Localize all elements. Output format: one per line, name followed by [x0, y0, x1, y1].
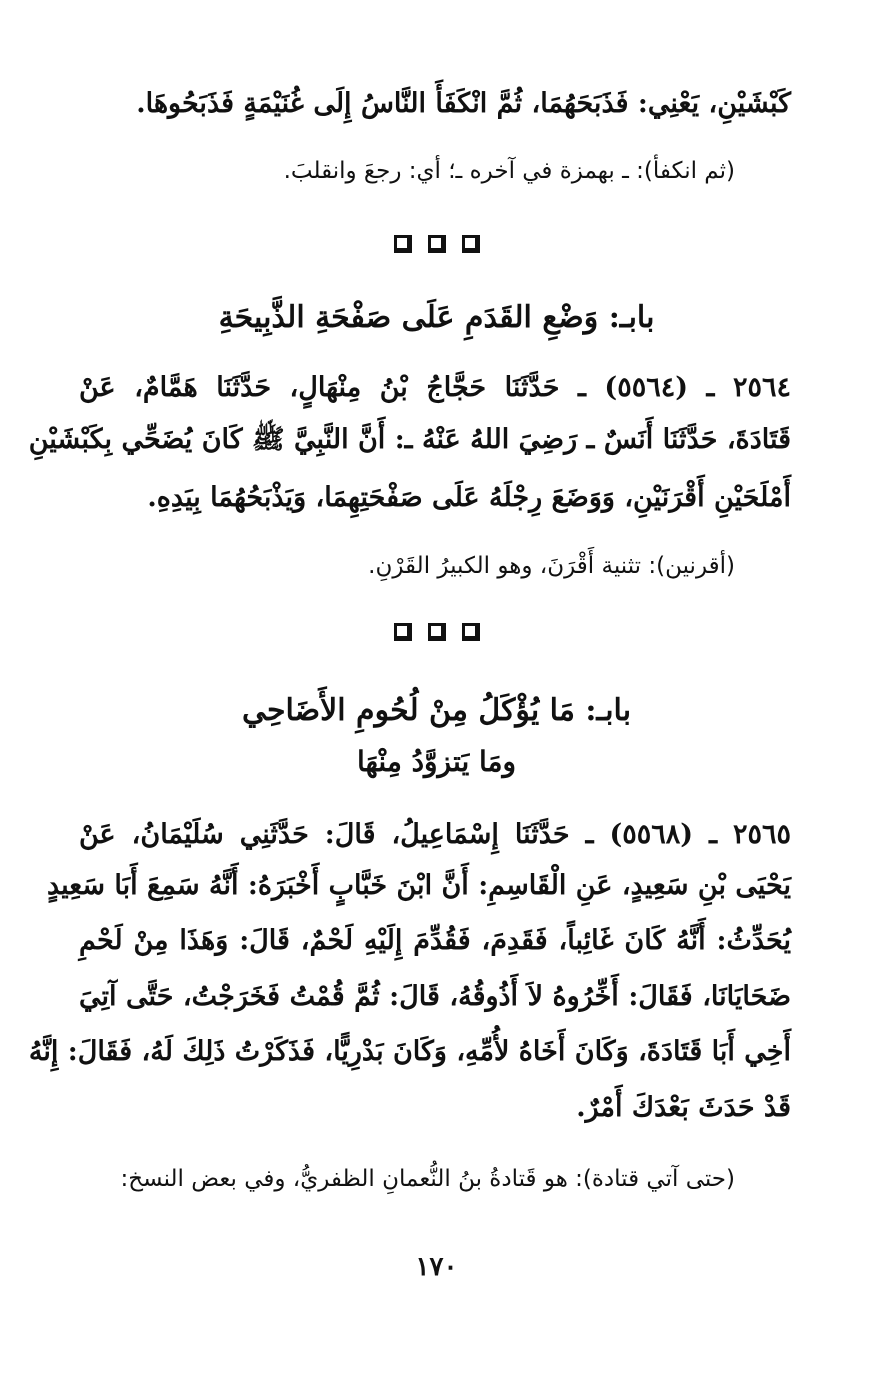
chapter-heading: [0, 689, 873, 733]
hadith-line: ٢٥٦٥ ـ (٥٥٦٨) ـ حَدَّثَنَا إِسْمَاعِيلُ، قَالَ: حَدَّثَنِي سُلَيْمَانُ، عَنْ: [79, 819, 791, 850]
separator-square-icon: [428, 235, 446, 253]
hadith-line: ٢٥٦٤ ـ (٥٥٦٤) ـ حَدَّثَنَا حَجَّاجُ بْنُ مِنْهَالٍ، حَدَّثَنَا هَمَّامٌ، عَنْ: [79, 372, 791, 403]
separator-square-icon: [394, 235, 412, 253]
page-number: ١٧٠: [415, 1252, 458, 1282]
hadith-line: قَتَادَةَ، حَدَّثَنَا أَنَسٌ ـ رَضِيَ اللهُ عَنْهُ ـ: أَنَّ النَّبِيَّ ﷺ كَانَ يُضَحِّي بِكَبْشَيْنِ: [28, 424, 791, 455]
chapter-subtitle: ومَا يَتزوَّدُ مِنْهَا: [356, 745, 517, 778]
hadith-line: يُحَدِّثُ: أَنَّهُ كَانَ غَائِباً، فَقَدِمَ، فَقُدِّمَ إِلَيْهِ لَحْمٌ، قَالَ: وَهَذَا مِنْ لَحْمِ: [79, 925, 791, 956]
separator-square-icon: [428, 623, 446, 641]
hadith-line: قَدْ حَدَثَ بَعْدَكَ أَمْرٌ.: [576, 1092, 791, 1123]
hadith-line: ضَحَايَانَا، فَقَالَ: أَخِّرُوهُ لاَ أَذُوقُهُ، قَالَ: ثُمَّ قُمْتُ فَخَرَجْتُ، حَتَّى آتِيَ: [79, 981, 791, 1012]
separator-square-icon: [462, 235, 480, 253]
explanatory-note: (حتى آتي قتادة): هو قَتادةُ بنُ النُّعمانِ الظفريُّ، وفي بعض النسخ:: [120, 1166, 735, 1192]
chapter-label: بابـ:: [585, 693, 632, 728]
hadith-line: أَخِي أَبَا قَتَادَةَ، وَكَانَ أَخَاهُ لأُمِّهِ، وَكَانَ بَدْرِيًّا، فَذَكَرْتُ ذَلِكَ لَهُ، فَقَالَ: إِنَّهُ: [28, 1036, 791, 1067]
chapter-title: مَا يُؤْكَلُ مِنْ لُحُومِ الأَضَاحِي: [241, 693, 575, 728]
explanatory-note: (أقرنين): تثنية أَقْرَنَ، وهو الكبيرُ القَرْنِ.: [368, 553, 735, 579]
section-separator: [0, 623, 873, 641]
hadith-line: أَمْلَحَيْنِ أَقْرَنَيْنِ، وَوَضَعَ رِجْلَهُ عَلَى صَفْحَتِهِمَا، وَيَذْبَحُهُمَا بِيَدِهِ.: [147, 482, 791, 513]
chapter-heading: [0, 296, 873, 340]
text-line: كَبْشَيْنِ، يَعْنِي: فَذَبَحَهُمَا، ثُمَّ انْكَفَأَ النَّاسُ إِلَى غُنَيْمَةٍ فَذَبَحُوهَا.: [136, 88, 791, 119]
chapter-title: وَضْعِ القَدَمِ عَلَى صَفْحَةِ الذَّبِيحَةِ: [218, 300, 599, 335]
separator-square-icon: [394, 623, 412, 641]
section-separator: [0, 235, 873, 253]
chapter-label: بابـ:: [608, 300, 655, 335]
hadith-line: يَحْيَى بْنِ سَعِيدٍ، عَنِ الْقَاسِمِ: أَنَّ ابْنَ خَبَّابٍ أَخْبَرَهُ: أَنَّهُ سَمِعَ أَبَا سَعِيدٍ: [46, 870, 791, 901]
explanatory-note: (ثم انكفأ): ـ بهمزة في آخره ـ؛ أي: رجعَ وانقلبَ.: [283, 158, 735, 184]
separator-square-icon: [462, 623, 480, 641]
